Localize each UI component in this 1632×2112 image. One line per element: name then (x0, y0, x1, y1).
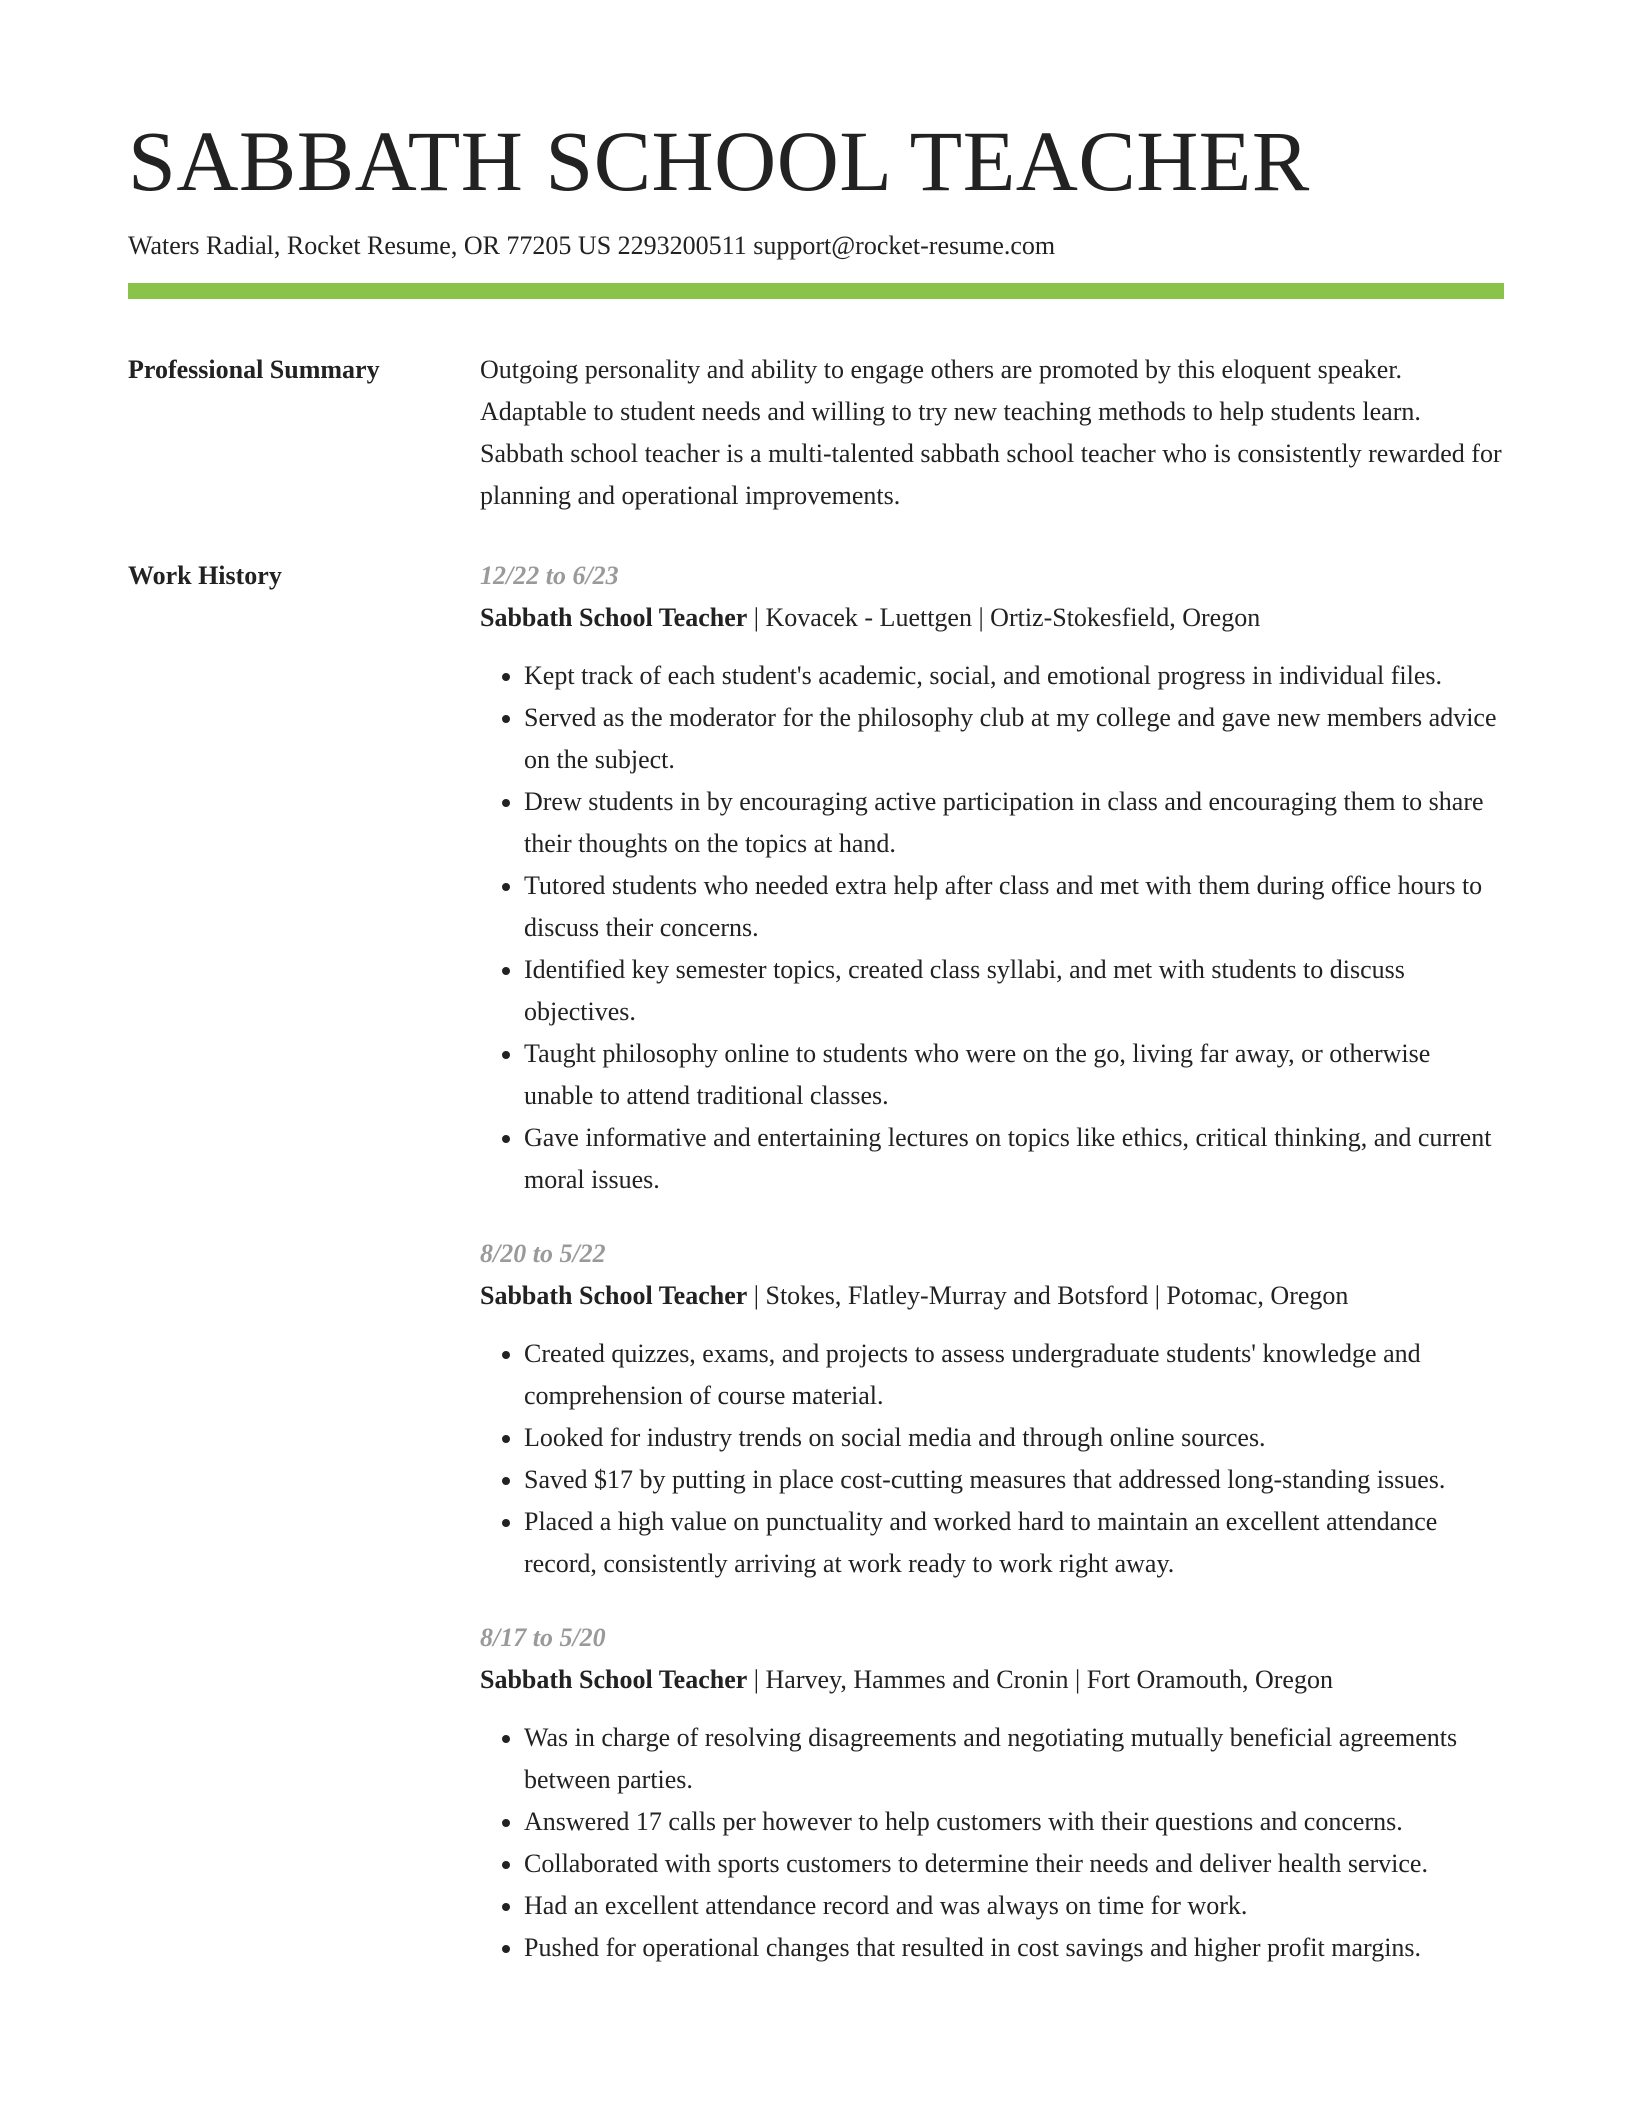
resume-name: SABBATH SCHOOL TEACHER (128, 113, 1310, 209)
contact-line (128, 230, 1504, 261)
job-bullets (480, 1333, 1504, 1585)
job-details: | Stokes, Flatley-Murray and Botsford | Potomac, Oregon (747, 1281, 1349, 1311)
job-details: | Kovacek - Luettgen | Ortiz-Stokesfield, Oregon (747, 603, 1261, 633)
list-item: • Created quizzes, exams, and projects to assess undergraduate students' knowledge and comprehension of course material. (524, 1333, 1504, 1417)
list-item: • Gave informative and entertaining lectures on topics like ethics, critical thinking, and current moral issues. (524, 1117, 1504, 1201)
contact-address: Waters Radial, Rocket Resume, OR 77205 US (128, 231, 612, 260)
list-item: • Collaborated with sports customers to determine their needs and deliver health service. (524, 1843, 1504, 1885)
list-item: • Had an excellent attendance record and was always on time for work. (524, 1885, 1504, 1927)
job-entry (480, 1617, 1504, 1969)
list-item: • Served as the moderator for the philosophy club at my college and gave new members advice on the subject. (524, 697, 1504, 781)
job-heading (480, 597, 1504, 639)
job-dates: 12/22 to 6/23 (480, 561, 619, 591)
job-bullets (480, 1717, 1504, 1969)
list-item: • Answered 17 calls per however to help customers with their questions and concerns. (524, 1801, 1504, 1843)
contact-email: support@rocket-resume.com (753, 231, 1056, 260)
job-dates: 8/20 to 5/22 (480, 1239, 606, 1269)
list-item: • Identified key semester topics, created class syllabi, and met with students to discuss objectives. (524, 949, 1504, 1033)
job-details: | Harvey, Hammes and Cronin | Fort Oramouth, Oregon (747, 1665, 1333, 1695)
job-dates: 8/17 to 5/20 (480, 1623, 606, 1653)
job-title: Sabbath School Teacher (480, 603, 748, 633)
job-entry (480, 555, 1504, 1201)
list-item: • Tutored students who needed extra help after class and met with them during office hours to discuss their concerns. (524, 865, 1504, 949)
list-item: • Saved $17 by putting in place cost-cutting measures that addressed long-standing issues. (524, 1459, 1504, 1501)
contact-phone: 2293200511 (617, 231, 747, 260)
section-label-work-history: Work History (128, 561, 282, 591)
job-entry (480, 1233, 1504, 1585)
list-item: • Taught philosophy online to students who were on the go, living far away, or otherwise unable to attend traditional classes. (524, 1033, 1504, 1117)
job-heading (480, 1275, 1504, 1317)
list-item: • Kept track of each student's academic, social, and emotional progress in individual files. (524, 655, 1504, 697)
work-history-list (480, 555, 1504, 1969)
summary-text: Outgoing personality and ability to engage others are promoted by this eloquent speaker. Adaptable to student needs and willing to try new teaching methods to help students learn. Sabbath school teacher is a multi-talented sabbath school teacher who is consistently rewarded for planning and operational improvements. (480, 355, 1502, 511)
job-title: Sabbath School Teacher (480, 1665, 748, 1695)
resume-page (128, 113, 1504, 1969)
list-item: • Looked for industry trends on social media and through online sources. (524, 1417, 1504, 1459)
work-history-section (128, 555, 1504, 1969)
job-title: Sabbath School Teacher (480, 1281, 748, 1311)
section-label-summary: Professional Summary (128, 355, 380, 385)
professional-summary-section (128, 349, 1504, 517)
job-bullets (480, 655, 1504, 1201)
list-item: • Drew students in by encouraging active participation in class and encouraging them to share their thoughts on the topics at hand. (524, 781, 1504, 865)
header-accent-bar (128, 283, 1504, 299)
list-item: • Placed a high value on punctuality and worked hard to maintain an excellent attendance record, consistently arriving at work ready to work right away. (524, 1501, 1504, 1585)
list-item: • Pushed for operational changes that resulted in cost savings and higher profit margins. (524, 1927, 1504, 1969)
list-item: • Was in charge of resolving disagreements and negotiating mutually beneficial agreements between parties. (524, 1717, 1504, 1801)
job-heading (480, 1659, 1504, 1701)
